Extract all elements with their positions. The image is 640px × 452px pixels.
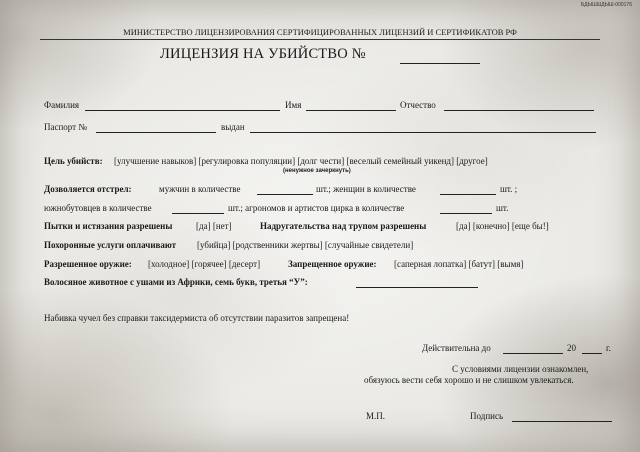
agronomists-count-blank [440, 213, 492, 214]
agreement-line-2: обязуюсь вести себя хорошо и не слишком увлекаться. [364, 375, 574, 385]
purpose-options: [улучшение навыков] [регулировка популяции] [долг чести] [веселый семейный уикенд] [другое] [114, 156, 488, 166]
funeral-label: Похоронные услуги оплачивают [44, 240, 177, 250]
ministry-header: МИНИСТЕРСТВО ЛИЦЕНЗИРОВАНИЯ СЕРТИФИЦИРОВАННЫХ ЛИЦЕНЗИЙ И СЕРТИФИКАТОВ РФ [123, 27, 517, 37]
purpose-label: Цель убийств: [44, 156, 103, 166]
patronymic-label: Отчество [400, 100, 436, 110]
quota-label: Дозволяется отстрел: [44, 184, 132, 194]
surname-blank [85, 110, 280, 111]
desecration-label: Надругательства над трупом разрешены [260, 221, 427, 231]
passport-label: Паспорт № [44, 122, 87, 132]
validity-year-blank [582, 353, 602, 354]
document-title: ЛИЦЕНЗИЯ НА УБИЙСТВО № [160, 46, 366, 62]
southerners-count-blank [172, 213, 224, 214]
quota-end-unit: шт. [496, 203, 509, 213]
women-count-blank [440, 194, 496, 195]
name-blank [306, 110, 396, 111]
signature-blank [512, 421, 612, 422]
passport-blank [96, 132, 216, 133]
torture-label: Пытки и истязания разрешены [44, 221, 173, 231]
issued-blank [250, 132, 596, 133]
validity-year-suffix: г. [606, 343, 611, 353]
forbidden-weapons-label: Запрещенное оружие: [288, 259, 377, 269]
agreement-line-1: С условиями лицензии ознакомлен, [452, 364, 589, 374]
desecration-options: [да] [конечно] [еще бы!] [456, 221, 549, 231]
name-label: Имя [285, 100, 302, 110]
forbidden-weapons-options: [саперная лопатка] [батут] [вымя] [394, 259, 524, 269]
validity-label: Действительна до [422, 343, 491, 353]
strike-note: (ненужное зачеркнуть) [283, 168, 351, 174]
taxidermy-notice: Набивка чучел без справки таксидермиста об отсутствии паразитов запрещена! [44, 313, 350, 323]
surname-label: Фамилия [44, 100, 80, 110]
allowed-weapons-label: Разрешенное оружие: [44, 259, 132, 269]
license-number-blank [400, 63, 480, 64]
signature-label: Подпись [470, 411, 504, 421]
document-code: БДЫШШДЫШ-000176 [580, 2, 632, 8]
riddle-label: Волосяное животное с ушами из Африки, семь букв, третья “У”: [44, 277, 308, 287]
patronymic-blank [444, 110, 594, 111]
issued-label: выдан [221, 122, 245, 132]
quota-agronomists-label: шт.; агрономов и артистов цирка в количестве [228, 203, 405, 213]
validity-date-blank [503, 353, 563, 354]
men-count-blank [257, 194, 313, 195]
quota-southerners-label: южнобутовцев в количестве [44, 203, 152, 213]
funeral-options: [убийца] [родственники жертвы] [случайные свидетели] [197, 240, 414, 250]
torture-options: [да] [нет] [196, 221, 232, 231]
header-rule [40, 39, 600, 40]
validity-year-prefix: 20 [567, 343, 576, 353]
quota-women-unit: шт. ; [500, 184, 518, 194]
stamp-place: М.П. [366, 411, 386, 421]
quota-men-label: мужчин в количестве [159, 184, 241, 194]
quota-women-label: шт.; женщин в количестве [316, 184, 416, 194]
riddle-answer-blank [356, 287, 478, 288]
allowed-weapons-options: [холодное] [горячее] [десерт] [148, 259, 261, 269]
